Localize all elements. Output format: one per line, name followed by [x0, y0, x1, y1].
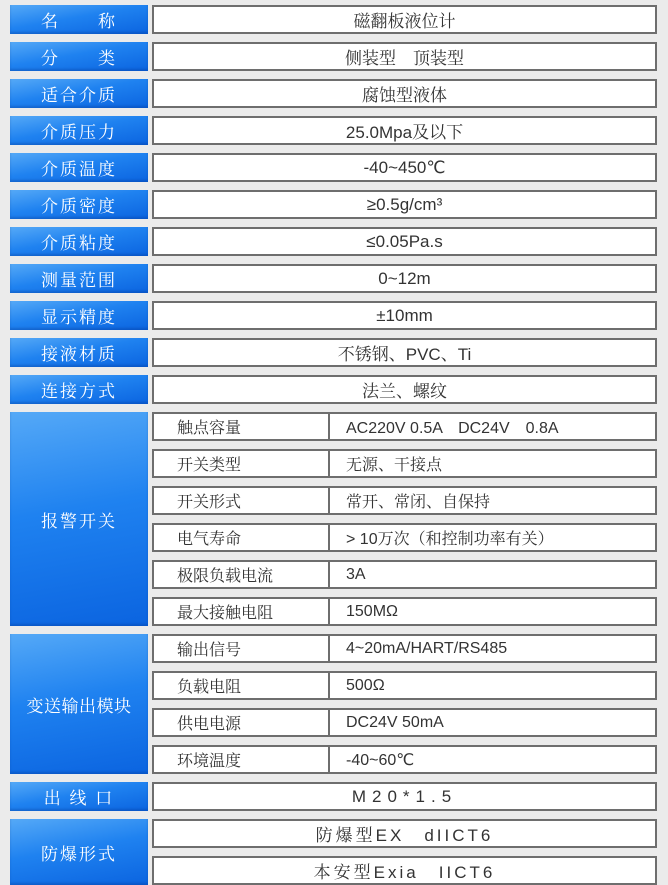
spec-row	[10, 227, 657, 256]
row-value: 不锈钢、PVC、Ti	[152, 338, 657, 367]
spec-row	[10, 301, 657, 330]
row-label: 显示精度	[10, 301, 148, 330]
row-value: ≥0.5g/cm³	[152, 190, 657, 219]
subrow-value: > 10万次（和控制功率有关）	[346, 531, 554, 548]
row-value: 25.0Mpa及以下	[152, 116, 657, 145]
spec-subrow	[152, 560, 657, 589]
subrow-label: 开关类型	[154, 451, 330, 476]
row-value: 侧装型 顶装型	[152, 42, 657, 71]
spec-subrow	[152, 745, 657, 774]
row-value: M20*1.5	[152, 782, 657, 811]
row-value: 磁翻板液位计	[152, 5, 657, 34]
spec-row	[10, 190, 657, 219]
subrow-value: 防爆型EX dIICT6	[315, 826, 494, 845]
spec-subrow	[152, 523, 657, 552]
subrow-label: 供电电源	[154, 710, 330, 735]
spec-row	[10, 79, 657, 108]
row-label: 接液材质	[10, 338, 148, 367]
row-label: 介质压力	[10, 116, 148, 145]
subrow-value: 常开、常闭、自保持	[346, 494, 491, 511]
subrow-label: 最大接触电阻	[154, 599, 330, 624]
subrow-label: 电气寿命	[154, 525, 330, 550]
subrow-value: 无源、干接点	[346, 457, 443, 474]
row-label: 分 类	[10, 42, 148, 71]
spec-group-row	[10, 634, 657, 774]
subrow-label: 输出信号	[154, 636, 330, 661]
spec-subrow	[152, 671, 657, 700]
row-label: 介质密度	[10, 190, 148, 219]
subrow-label: 开关形式	[154, 488, 330, 513]
spec-subrow	[152, 449, 657, 478]
spec-row	[10, 42, 657, 71]
spec-subrow	[152, 856, 657, 885]
row-value: 腐蚀型液体	[152, 79, 657, 108]
subrow-value: 150MΩ	[346, 602, 398, 620]
row-value: 法兰、螺纹	[152, 375, 657, 404]
spec-row	[10, 116, 657, 145]
group-label: 防爆形式	[10, 819, 148, 885]
spec-subrow	[152, 634, 657, 663]
row-label: 名 称	[10, 5, 148, 34]
row-label: 出 线 口	[10, 782, 148, 811]
spec-subrow	[152, 819, 657, 848]
subrow-label: 环境温度	[154, 747, 330, 772]
row-label: 测量范围	[10, 264, 148, 293]
spec-group-row	[10, 412, 657, 626]
spec-subrow	[152, 708, 657, 737]
row-value: ±10mm	[152, 301, 657, 330]
group-label: 变送输出模块	[10, 634, 148, 774]
group-subrows	[152, 819, 657, 885]
spec-subrow	[152, 412, 657, 441]
spec-row	[10, 264, 657, 293]
subrow-value: 4~20mA/HART/RS485	[346, 639, 508, 657]
spec-row	[10, 782, 657, 811]
group-label: 报警开关	[10, 412, 148, 626]
row-label: 介质温度	[10, 153, 148, 182]
subrow-label: 负载电阻	[154, 673, 330, 698]
subrow-label: 触点容量	[154, 414, 330, 439]
row-label: 连接方式	[10, 375, 148, 404]
spec-row	[10, 5, 657, 34]
subrow-value: AC220V 0.5A DC24V 0.8A	[346, 420, 559, 437]
spec-subrow	[152, 597, 657, 626]
subrow-value: 本安型Exia IICT6	[313, 863, 496, 882]
spec-row	[10, 338, 657, 367]
spec-subrow	[152, 486, 657, 515]
spec-row	[10, 375, 657, 404]
row-label: 适合介质	[10, 79, 148, 108]
subrow-value: 500Ω	[346, 676, 385, 694]
subrow-value: -40~60℃	[346, 751, 415, 769]
subrow-value: 3A	[346, 565, 366, 583]
subrow-value: DC24V 50mA	[346, 713, 444, 731]
row-label: 介质粘度	[10, 227, 148, 256]
spec-row	[10, 153, 657, 182]
row-value: -40~450℃	[152, 153, 657, 182]
row-value: 0~12m	[152, 264, 657, 293]
row-value: ≤0.05Pa.s	[152, 227, 657, 256]
group-subrows	[152, 634, 657, 774]
subrow-label: 极限负载电流	[154, 562, 330, 587]
spec-group-row	[10, 819, 657, 885]
group-subrows	[152, 412, 657, 626]
